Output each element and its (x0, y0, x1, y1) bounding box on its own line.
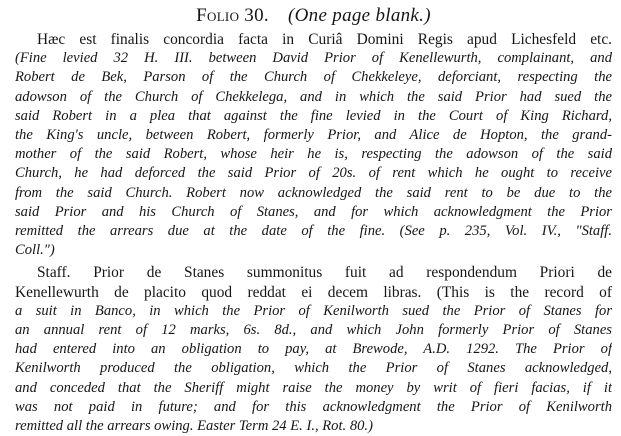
entry-line: remitted the arrears due at the date of the fine. (See p. 235, Vol. IV., "Staff. (15, 223, 612, 240)
entry-line: mother of the said Robert, whose heir he is, respecting the adowson of the said (15, 146, 612, 163)
entry-line: Kenilworth produced the obligation, which the Prior of Stanes acknowledged, (15, 360, 612, 377)
entry-line: Staff. Prior de Stanes summonitus fuit ad respondendum Priori de (37, 264, 612, 282)
entry-line: Church, he had deforced the said Prior of 20s. of rent which he ought to receive (15, 165, 612, 182)
entry-line: an annual rent of 12 marks, 6s. 8d., and which John formerly Prior of Stanes (15, 322, 612, 339)
entry-line: and conceded that the Sheriff might raise the money by writ of fieri facias, if it (15, 379, 612, 396)
entry-line: Coll.") (15, 242, 55, 259)
entry-line: had entered into an obligation to pay, at Brewode, A.D. 1292. The Prior of (15, 341, 612, 358)
entry-line: the King's uncle, between Robert, formerly Prior, and Alice de Hopton, the grand- (15, 127, 612, 144)
entry-line: from the said Church. Robert now acknowledged the said rent to be due to the (15, 184, 612, 201)
entry-line: a suit in Banco, in which the Prior of Kenilworth sued the Prior of Stanes for (15, 302, 612, 319)
entry-line: (Fine levied 32 H. III. between David Prior of Kenellewurth, complainant, and (15, 50, 612, 67)
folio-heading (15, 4, 612, 28)
entry-line: adowson of the Church of Chekkelega, and in which the said Prior had sued the (15, 88, 612, 105)
entry-line: Kenellewurth de placito quod reddat ei decem libras. (This is the record of (15, 283, 612, 301)
entry-line: remitted all the arrears owing. Easter Term 24 E. I., Rot. 80.) (15, 418, 373, 435)
entry-fine-chekkeleye (15, 30, 612, 260)
folio-note: (One page blank.) (288, 5, 431, 26)
entry-line: was not paid in future; and for this acknowledgment the Prior of Kenilworth (15, 398, 612, 415)
entry-suit-stanes (15, 263, 612, 436)
entry-line: said Robert in a plea that against the fine levied in the Court of King Richard, (15, 107, 612, 124)
entry-line: Hæc est finalis concordia facta in Curiâ Domini Regis apud Lichesfeld etc. (37, 31, 612, 48)
folio-number: Folio 30. (196, 5, 269, 26)
entry-line: said Prior and his Church of Stanes, and for which acknowledgment the Prior (15, 203, 612, 220)
entry-line: Robert de Bek, Parson of the Church of Chekkeleye, deforciant, respecting the (15, 69, 612, 86)
